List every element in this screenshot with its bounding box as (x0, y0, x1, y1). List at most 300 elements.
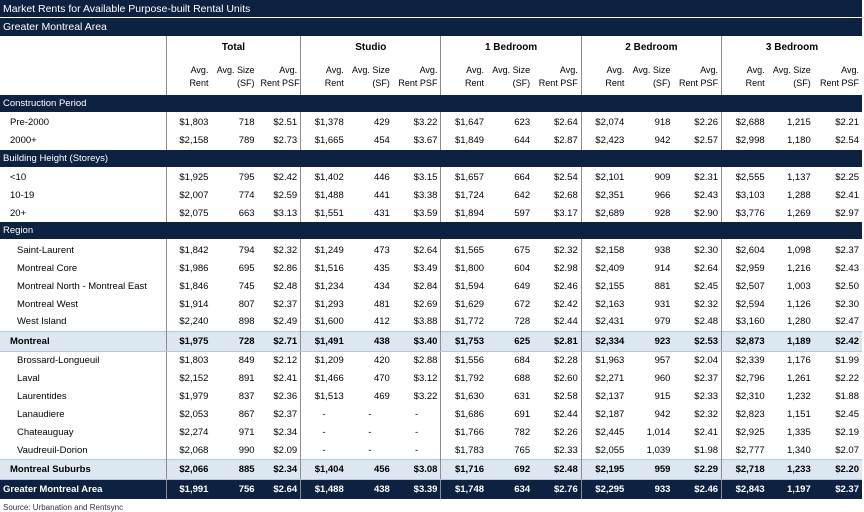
table-cell: 789 (238, 135, 255, 147)
column-header-psf (393, 58, 441, 95)
table-cell: $2.32 (694, 409, 719, 421)
table-cell: $2.64 (694, 262, 719, 274)
table-cell: $2,843 (722, 480, 768, 500)
table-cell: $2.64 (553, 117, 578, 129)
column-header-line1: Avg. (841, 64, 859, 75)
table-cell: $2,689 (581, 205, 627, 223)
column-header-line2: (SF) (237, 77, 255, 88)
table-row (0, 480, 862, 500)
table-cell: 891 (238, 373, 255, 385)
table-cell: $1.99 (835, 355, 859, 367)
table-cell: 1,340 (786, 444, 811, 456)
table-cell: $1,800 (441, 259, 487, 277)
table-cell: $2.48 (273, 280, 298, 292)
table-cell: 631 (514, 391, 531, 403)
table-cell: $2.68 (553, 190, 578, 202)
table-cell: $2,777 (722, 441, 768, 459)
table-cell: 774 (238, 190, 255, 202)
column-header-line1: Avg. (466, 64, 485, 75)
column-header-rent (722, 58, 768, 95)
column-header-rent (301, 58, 347, 95)
table-cell: $2.37 (694, 373, 719, 385)
market-rents-table (0, 36, 862, 499)
table-cell: $2.57 (694, 135, 719, 147)
table-cell: 431 (373, 208, 390, 219)
table-row (0, 239, 862, 259)
column-header-line2: (SF) (793, 77, 811, 88)
table-row (0, 277, 862, 295)
column-header-line2: (SF) (652, 77, 671, 88)
table-cell: $3.40 (393, 331, 441, 351)
table-cell: $1,630 (441, 388, 487, 406)
table-cell: $2.98 (553, 262, 578, 274)
table-cell: $2.50 (835, 280, 859, 292)
table-cell: 881 (654, 280, 671, 292)
table-cell: $1,249 (301, 239, 347, 259)
table-cell: $1,925 (166, 167, 211, 187)
table-cell: $1,975 (166, 331, 211, 351)
column-header-line1: Avg. Size (772, 64, 811, 75)
table-cell: $2.48 (694, 316, 719, 328)
table-cell: $3.49 (413, 262, 438, 274)
table-cell: $2.81 (533, 331, 581, 351)
table-cell: $1,234 (301, 277, 347, 295)
table-cell: 966 (654, 190, 671, 202)
table-cell: $2,053 (166, 406, 211, 424)
table-cell: - (415, 409, 419, 421)
table-cell: $2.33 (694, 391, 719, 403)
table-cell: 1,269 (786, 208, 811, 219)
table-cell: $1,600 (301, 313, 347, 331)
table-cell: $2.54 (553, 172, 578, 184)
table-cell: $2.42 (273, 172, 298, 184)
table-cell: 765 (514, 444, 531, 456)
table-cell: 957 (654, 355, 671, 367)
table-row (0, 331, 862, 351)
table-cell: 1,233 (768, 460, 814, 480)
table-cell: $1,846 (166, 277, 211, 295)
column-header-row (0, 58, 862, 95)
table-cell: $2.07 (835, 444, 859, 456)
row-label: 20+ (10, 208, 27, 219)
table-cell: 420 (373, 355, 390, 367)
table-cell: $2,074 (581, 112, 627, 132)
table-cell: $2.51 (273, 117, 298, 129)
row-label: Chateauguay (17, 426, 74, 438)
table-cell: $2,423 (581, 132, 627, 150)
table-cell: $2.46 (673, 480, 721, 500)
table-cell: $2.29 (673, 460, 721, 480)
table-cell: $1,629 (441, 295, 487, 313)
table-cell: 1,189 (768, 331, 814, 351)
table-cell: $2,507 (722, 277, 768, 295)
section-label: Building Height (Storeys) (0, 150, 862, 167)
table-cell: $2.30 (835, 298, 859, 310)
table-cell: 807 (238, 298, 255, 310)
group-header: Total (166, 36, 300, 58)
table-cell: $1,724 (441, 187, 487, 205)
table-cell: $2.54 (835, 135, 859, 147)
row-label: Montreal Suburbs (0, 460, 166, 480)
table-row (0, 295, 862, 313)
table-cell: $1,748 (441, 480, 487, 500)
table-row (0, 370, 862, 388)
table-cell: 642 (514, 190, 531, 202)
table-cell: 849 (238, 355, 255, 367)
table-cell: 1,215 (786, 117, 811, 129)
table-cell: $1,986 (166, 259, 211, 277)
table-cell: $3.22 (413, 117, 438, 129)
table-row (0, 423, 862, 441)
table-cell: $2.48 (533, 460, 581, 480)
table-cell: $1.98 (694, 444, 719, 456)
column-header-rent (581, 58, 627, 95)
table-cell: 1,288 (786, 190, 811, 202)
table-cell: 942 (654, 409, 671, 421)
table-cell: $2,873 (722, 331, 768, 351)
table-cell: 1,126 (786, 298, 811, 310)
table-cell: $1,491 (301, 331, 347, 351)
table-cell: 435 (373, 262, 390, 274)
table-cell: 1,280 (786, 316, 811, 328)
table-cell: $1,293 (301, 295, 347, 313)
column-header-line1: Avg. Size (632, 64, 671, 75)
table-cell: 960 (654, 373, 671, 385)
row-label: Brossard-Longueuil (17, 355, 100, 367)
table-cell: $2.21 (835, 117, 859, 129)
table-cell: 441 (373, 190, 390, 202)
table-cell: 909 (654, 172, 671, 184)
table-cell: $2,271 (581, 370, 627, 388)
table-title: Market Rents for Available Purpose-built Rental Units (0, 0, 862, 18)
column-header-line1: Avg. (746, 64, 765, 75)
table-cell: 745 (238, 280, 255, 292)
table-cell: $2.26 (553, 426, 578, 438)
column-header-psf (814, 58, 862, 95)
table-cell: $2,068 (166, 441, 211, 459)
table-cell: $3.08 (393, 460, 441, 480)
table-cell: $1,716 (441, 460, 487, 480)
table-cell: $2.86 (273, 262, 298, 274)
row-label: Montreal North - Montreal East (17, 280, 147, 292)
column-header-line1: Avg. Size (351, 64, 390, 75)
table-cell: $2.41 (835, 190, 859, 202)
corner-cell (0, 58, 166, 95)
row-label: Laval (17, 373, 40, 385)
row-label: West Island (17, 316, 67, 328)
row-label: Montreal (0, 331, 166, 351)
table-row (0, 406, 862, 424)
table-cell: $1,488 (301, 480, 347, 500)
table-cell: $2.37 (273, 298, 298, 310)
table-cell: $2,163 (581, 295, 627, 313)
table-cell: 990 (238, 444, 255, 456)
table-cell: $1.88 (835, 391, 859, 403)
table-cell: $2,187 (581, 406, 627, 424)
table-cell: $1,513 (301, 388, 347, 406)
table-cell: $1,783 (441, 441, 487, 459)
table-cell: $2.19 (835, 426, 859, 438)
table-cell: 756 (211, 480, 257, 500)
column-header-size (211, 58, 257, 95)
table-cell: $2.32 (273, 244, 298, 256)
table-cell: $1,516 (301, 259, 347, 277)
table-cell: $2.04 (694, 355, 719, 367)
table-cell: $2,445 (581, 423, 627, 441)
table-cell: $2.12 (273, 355, 298, 367)
table-cell: $2,823 (722, 406, 768, 424)
table-row (0, 205, 862, 223)
table-cell: $2.69 (413, 298, 438, 310)
table-cell: $2,195 (581, 460, 627, 480)
table-cell: $3,776 (722, 205, 768, 223)
table-cell: $2.45 (694, 280, 719, 292)
table-cell: 434 (373, 280, 390, 292)
table-cell: $2.32 (694, 298, 719, 310)
table-cell: $1,209 (301, 351, 347, 369)
column-header-line2: Rent (745, 77, 765, 88)
column-header-line2: Rent PSF (538, 77, 578, 88)
table-cell: 664 (514, 172, 531, 184)
table-cell: $2,409 (581, 259, 627, 277)
table-cell: $1,766 (441, 423, 487, 441)
table-cell: $1,991 (166, 480, 211, 500)
table-cell: $2.44 (553, 409, 578, 421)
table-cell: 728 (514, 316, 531, 328)
table-cell: 1,335 (786, 426, 811, 438)
table-cell: 446 (373, 172, 390, 184)
column-header-line1: Avg. Size (216, 64, 255, 75)
table-cell: $2.42 (553, 298, 578, 310)
row-label: 10-19 (10, 190, 35, 202)
column-header-line1: Avg. (190, 64, 209, 75)
table-cell: $1,657 (441, 167, 487, 187)
table-cell: 1,151 (786, 409, 811, 421)
table-cell: - (301, 406, 347, 424)
table-cell: $1,488 (301, 187, 347, 205)
table-cell: $3.22 (413, 391, 438, 403)
table-cell: $2,274 (166, 423, 211, 441)
table-cell: $1,803 (166, 112, 211, 132)
table-cell: 1,039 (646, 444, 671, 456)
column-header-line2: Rent (605, 77, 625, 88)
table-subtitle: Greater Montreal Area (0, 18, 862, 36)
column-header-line2: Rent (324, 77, 344, 88)
table-cell: 470 (373, 373, 390, 385)
table-cell: $2,066 (166, 460, 211, 480)
table-cell: $2,295 (581, 480, 627, 500)
table-cell: $2,158 (581, 239, 627, 259)
table-cell: $2,959 (722, 259, 768, 277)
table-cell: $2,796 (722, 370, 768, 388)
column-header-psf (673, 58, 721, 95)
table-cell: 438 (347, 331, 393, 351)
table-cell: 691 (514, 409, 531, 421)
column-header-line2: Rent PSF (679, 77, 719, 88)
table-cell: $3,160 (722, 313, 768, 331)
table-cell: $2.44 (553, 316, 578, 328)
table-row (0, 351, 862, 369)
table-cell: 942 (654, 135, 671, 147)
table-cell: 1,232 (786, 391, 811, 403)
table-cell: 971 (238, 426, 255, 438)
table-cell: $2.28 (553, 355, 578, 367)
table-cell: $2.32 (553, 244, 578, 256)
table-cell: $1,551 (301, 205, 347, 223)
table-cell: $2.41 (694, 426, 719, 438)
table-cell: $1,979 (166, 388, 211, 406)
table-cell: $1,914 (166, 295, 211, 313)
table-cell: - (301, 441, 347, 459)
table-cell: 454 (373, 135, 390, 147)
table-cell: $1,963 (581, 351, 627, 369)
table-cell: $2.43 (694, 190, 719, 202)
table-cell: 623 (514, 117, 531, 129)
table-cell: $2,310 (722, 388, 768, 406)
table-cell: $2.84 (413, 280, 438, 292)
table-cell: 1,098 (786, 244, 811, 256)
table-cell: - (415, 426, 419, 438)
column-header-size (347, 58, 393, 95)
group-header: 3 Bedroom (722, 36, 862, 58)
table-cell: $2.90 (694, 208, 719, 219)
section-label: Region (0, 222, 862, 239)
table-cell: 795 (238, 172, 255, 184)
table-cell: 885 (211, 460, 257, 480)
row-label: Montreal West (17, 298, 79, 310)
table-cell: $3.13 (273, 208, 298, 219)
table-cell: $2.60 (553, 373, 578, 385)
source-note: Source: Urbanation and Rentsync (3, 503, 124, 512)
table-cell: $3,103 (722, 187, 768, 205)
table-cell: - (415, 444, 419, 456)
table-cell: $2.88 (413, 355, 438, 367)
table-cell: $3.88 (413, 316, 438, 328)
table-cell: $2,158 (166, 132, 211, 150)
column-header-line1: Avg. (419, 64, 438, 75)
table-cell: $2,240 (166, 313, 211, 331)
table-cell: $3.17 (553, 208, 578, 219)
table-cell: $2.22 (835, 373, 859, 385)
table-cell: $2.73 (273, 135, 298, 147)
group-header: 1 Bedroom (441, 36, 581, 58)
table-cell: 649 (514, 280, 531, 292)
table-cell: - (368, 409, 372, 421)
table-cell: $2.09 (273, 444, 298, 456)
table-cell: $3.15 (413, 172, 438, 184)
table-cell: $3.39 (393, 480, 441, 500)
column-header-psf (258, 58, 301, 95)
table-cell: 1,176 (786, 355, 811, 367)
table-cell: - (368, 426, 372, 438)
table-cell: 675 (514, 244, 531, 256)
table-cell: $2.97 (835, 208, 859, 219)
table-row (0, 313, 862, 331)
table-cell: 898 (238, 316, 255, 328)
table-cell: $1,647 (441, 112, 487, 132)
table-cell: 1,180 (786, 135, 811, 147)
table-cell: $1,894 (441, 205, 487, 223)
table-cell: $2,152 (166, 370, 211, 388)
table-cell: 728 (211, 331, 257, 351)
table-row (0, 388, 862, 406)
column-header-line1: Avg. (700, 64, 719, 75)
table-cell: $2,137 (581, 388, 627, 406)
table-cell: $2.46 (553, 280, 578, 292)
table-cell: 695 (238, 262, 255, 274)
table-cell: $1,466 (301, 370, 347, 388)
table-cell: $2,075 (166, 205, 211, 223)
table-cell: 625 (487, 331, 533, 351)
table-cell: $2.45 (835, 409, 859, 421)
table-cell: $2,604 (722, 239, 768, 259)
table-cell: 412 (373, 316, 390, 328)
section-header-row (0, 150, 862, 167)
table-cell: $1,792 (441, 370, 487, 388)
corner-cell (0, 36, 166, 58)
table-cell: 456 (347, 460, 393, 480)
table-cell: 1,197 (768, 480, 814, 500)
table-cell: 1,137 (786, 172, 811, 184)
table-row (0, 132, 862, 150)
column-header-line2: Rent PSF (260, 77, 300, 88)
row-label: 2000+ (10, 135, 37, 147)
table-cell: $2.30 (694, 244, 719, 256)
table-cell: $2.37 (835, 244, 859, 256)
table-cell: $2.34 (258, 460, 301, 480)
table-cell: $2.47 (835, 316, 859, 328)
table-cell: 915 (654, 391, 671, 403)
table-cell: $1,665 (301, 132, 347, 150)
section-header-row (0, 95, 862, 112)
table-cell: $3.59 (413, 208, 438, 219)
column-header-line1: Avg. (325, 64, 344, 75)
table-cell: 794 (238, 244, 255, 256)
table-cell: $2.59 (273, 190, 298, 202)
table-cell: 634 (487, 480, 533, 500)
table-cell: 597 (514, 208, 531, 219)
table-cell: 684 (514, 355, 531, 367)
table-cell: $2,431 (581, 313, 627, 331)
table-cell: $2,101 (581, 167, 627, 187)
column-header-size (768, 58, 814, 95)
table-cell: $2,594 (722, 295, 768, 313)
table-cell: - (301, 423, 347, 441)
table-cell: $2.36 (273, 391, 298, 403)
column-header-line2: Rent (465, 77, 485, 88)
table-cell: $1,594 (441, 277, 487, 295)
table-cell: $2.58 (553, 391, 578, 403)
row-label: Lanaudiere (17, 409, 65, 421)
section-header-row (0, 222, 862, 239)
table-cell: $1,842 (166, 239, 211, 259)
table-cell: 923 (627, 331, 673, 351)
table-cell: $1,803 (166, 351, 211, 369)
table-cell: $2.26 (694, 117, 719, 129)
table-cell: $2,007 (166, 187, 211, 205)
table-cell: 473 (373, 244, 390, 256)
table-cell: 1,014 (646, 426, 671, 438)
table-cell: $3.12 (413, 373, 438, 385)
section-label: Construction Period (0, 95, 862, 112)
table-cell: $2,155 (581, 277, 627, 295)
row-label: Montreal Core (17, 262, 78, 274)
table-cell: 688 (514, 373, 531, 385)
table-cell: $1,849 (441, 132, 487, 150)
table-cell: $2.64 (413, 244, 438, 256)
table-cell: 837 (238, 391, 255, 403)
column-header-line1: Avg. (559, 64, 578, 75)
